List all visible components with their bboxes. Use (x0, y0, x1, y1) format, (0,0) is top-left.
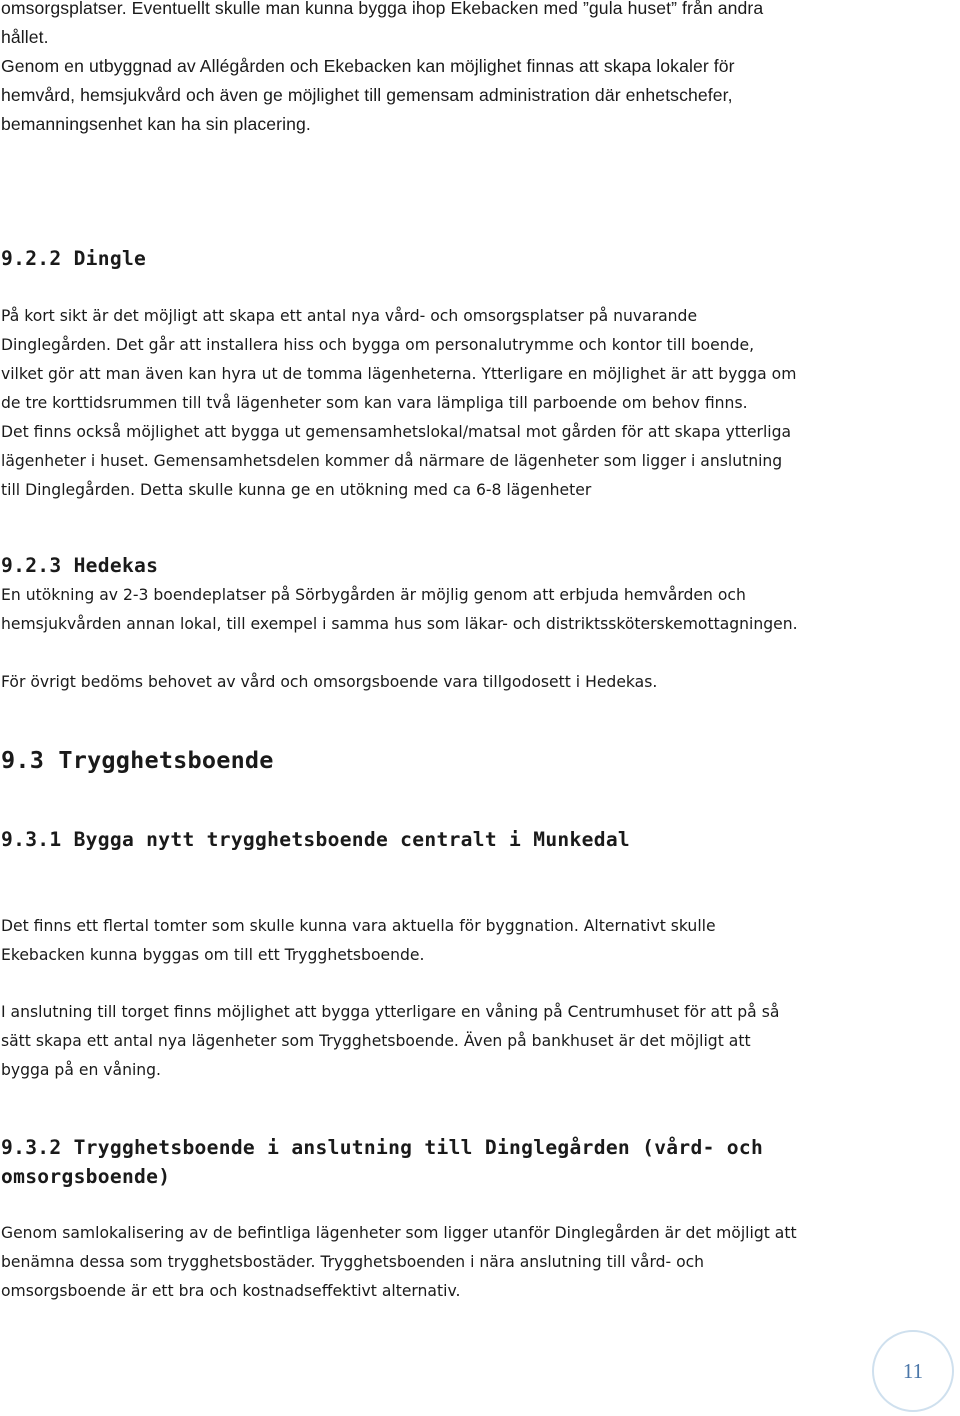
text-line: Dinglegården. Det går att installera hiss och bygga om personalutrymme och kontor till boende, (1, 336, 755, 354)
text-line: hållet. (1, 27, 49, 47)
text-line: de tre korttidsrummen till två lägenheter som kan vara lämpliga till parboende om behov finns. (1, 394, 748, 412)
torget-paragraph (1, 998, 951, 1085)
heading-9-3-2 (1, 1133, 951, 1191)
text-line: En utökning av 2-3 boendeplatser på Sörbygården är möjlig genom att erbjuda hemvården och (1, 586, 746, 604)
heading-9-2-2: 9.2.2 Dingle (1, 247, 147, 270)
hedekas-paragraph-2 (1, 668, 951, 697)
text-line: Det finns ett flertal tomter som skulle kunna vara aktuella för byggnation. Alternativt skulle (1, 917, 716, 935)
page-number: 11 (872, 1330, 954, 1412)
text-line: lägenheter i huset. Gemensamhetsdelen kommer då närmare de lägenheter som ligger i anslutning (1, 452, 783, 470)
text-line: hemsjukvården annan lokal, till exempel i samma hus som läkar- och distriktssköterskemottagningen. (1, 615, 798, 633)
text-line: vilket gör att man även kan hyra ut de tomma lägenheterna. Ytterligare en möjlighet är att bygga om (1, 365, 797, 383)
text-line: omsorgsboende är ett bra och kostnadseffektivt alternativ. (1, 1282, 461, 1300)
text-line: hemvård, hemsjukvård och även ge möjlighet till gemensam administration där enhetschefer, (1, 85, 733, 105)
samlokalisering-paragraph (1, 1219, 951, 1306)
text-line: Genom en utbyggnad av Allégården och Ekebacken kan möjlighet finnas att skapa lokaler för (1, 56, 735, 76)
heading-9-3: 9.3 Trygghetsboende (1, 746, 274, 774)
text-line: bemanningsenhet kan ha sin placering. (1, 114, 311, 134)
hedekas-paragraph (1, 581, 951, 639)
heading-9-2-3: 9.2.3 Hedekas (1, 554, 159, 577)
heading-9-3-1: 9.3.1 Bygga nytt trygghetsboende centralt i Munkedal (1, 828, 631, 851)
tomter-paragraph (1, 912, 951, 970)
dingle-paragraph (1, 302, 951, 505)
text-line: I anslutning till torget finns möjlighet att bygga ytterligare en våning på Centrumhuset för att på så (1, 1003, 780, 1021)
text-line: benämna dessa som trygghetsbostäder. Trygghetsboenden i nära anslutning till vård- och (1, 1253, 705, 1271)
text-line: Det finns också möjlighet att bygga ut gemensamhetslokal/matsal mot gården för att skapa ytterliga (1, 423, 792, 441)
text-line: För övrigt bedöms behovet av vård och omsorgsboende vara tillgodosett i Hedekas. (1, 673, 658, 691)
text-line: till Dinglegården. Detta skulle kunna ge en utökning med ca 6-8 lägenheter (1, 481, 592, 499)
text-line: På kort sikt är det möjligt att skapa ett antal nya vård- och omsorgsplatser på nuvarande (1, 307, 698, 325)
text-line: Ekebacken kunna byggas om till ett Trygghetsboende. (1, 946, 425, 964)
text-line: omsorgsplatser. Eventuellt skulle man kunna bygga ihop Ekebacken med ”gula huset” från andra (1, 0, 764, 18)
heading-line: 9.3.2 Trygghetsboende i anslutning till Dinglegården (vård- och (1, 1136, 764, 1159)
heading-line: omsorgsboende) (1, 1165, 171, 1188)
intro-paragraph (1, 0, 951, 139)
text-line: bygga på en våning. (1, 1061, 162, 1079)
text-line: Genom samlokalisering av de befintliga lägenheter som ligger utanför Dinglegården är det möjligt att (1, 1224, 797, 1242)
text-line: sätt skapa ett antal nya lägenheter som Trygghetsboende. Även på bankhuset är det möjligt att (1, 1032, 751, 1050)
